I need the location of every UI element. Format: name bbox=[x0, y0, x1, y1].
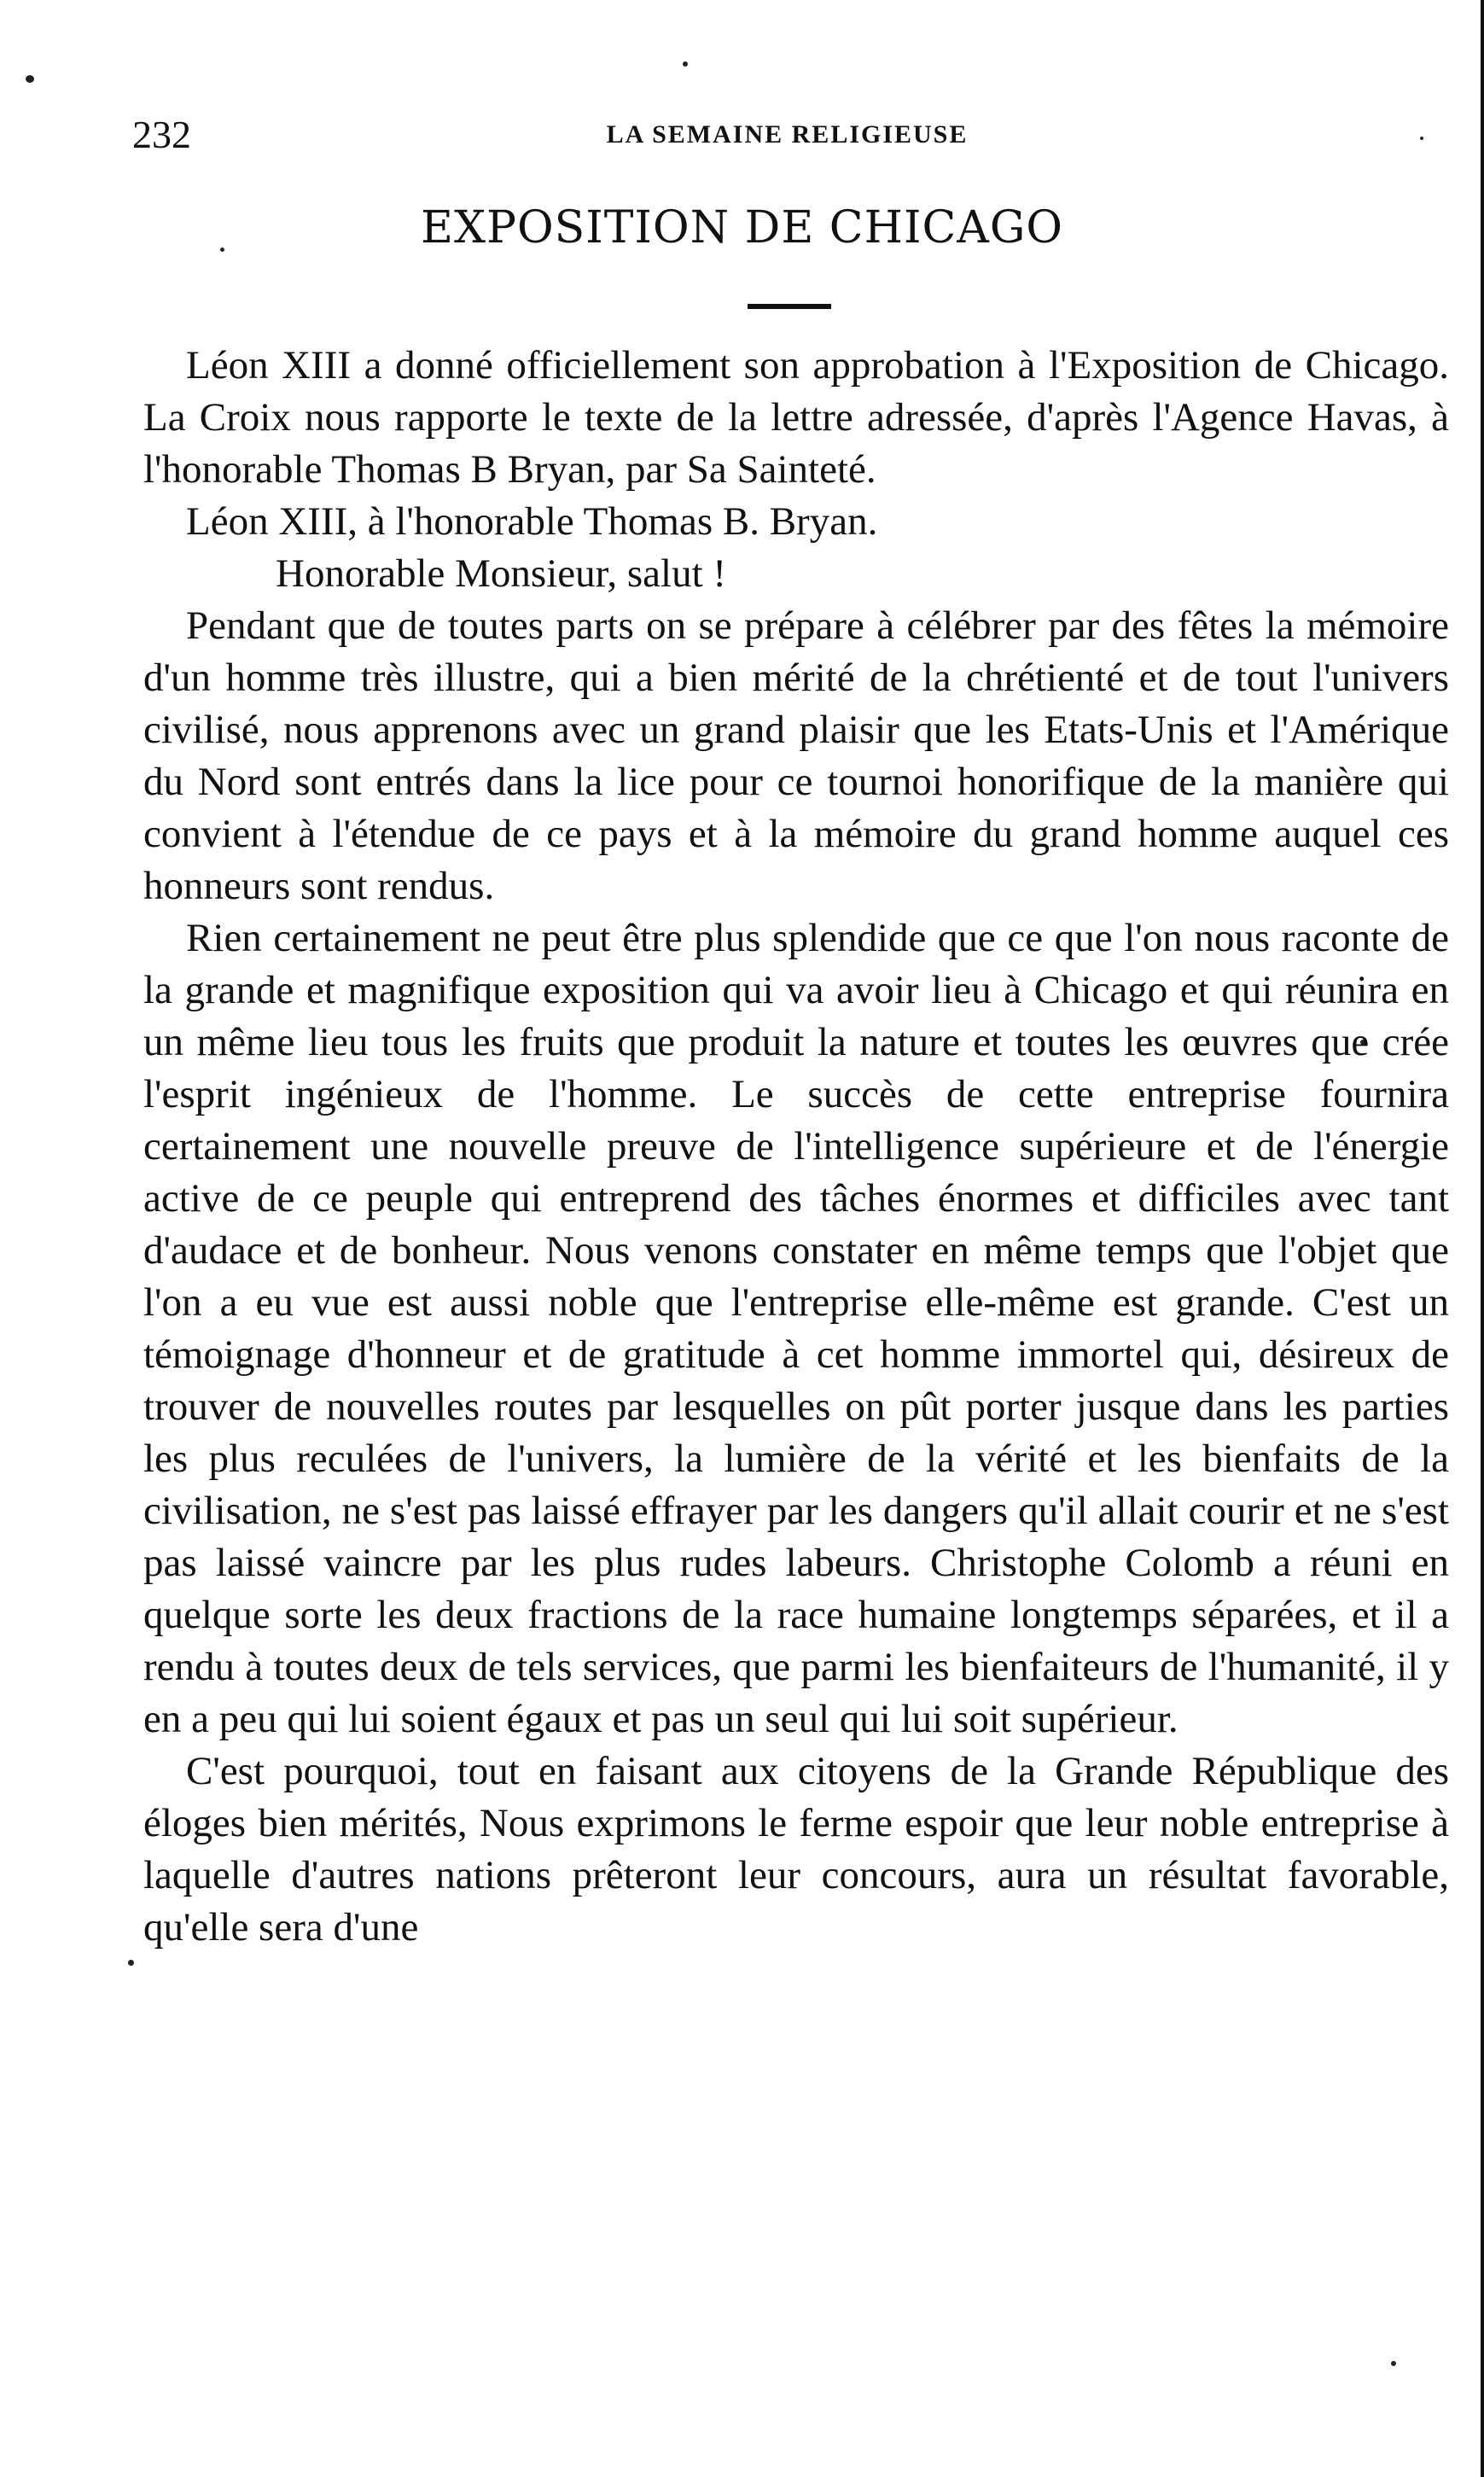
intro-paragraph: Léon XIII a donné officiellement son approbation à l'Exposition de Chicago. La Croix nous rapporte le texte de la lettre adressée, d'après l'Agence Havas, à l'honorable Thomas B Bryan, par Sa Sainteté. bbox=[143, 343, 1449, 492]
running-title: LA SEMAINE RELIGIEUSE bbox=[606, 120, 969, 149]
scan-speck bbox=[683, 61, 688, 67]
scan-speck bbox=[128, 1960, 134, 1966]
page-number: 232 bbox=[132, 113, 191, 156]
running-header bbox=[132, 109, 1442, 169]
article-body bbox=[143, 340, 1449, 1954]
scan-speck bbox=[1391, 2361, 1396, 2366]
letter-paragraph: Rien certainement ne peut être plus splendide que ce que l'on nous raconte de la grande et magnifique exposition qui va avoir lieu à Chicago et qui réunira en un même lieu tous les fruits que produit la nature et toutes les œuvres que crée l'esprit ingénieux de l'homme. Le succès de cette entreprise fournira certainement une nouvelle preuve de l'intelligence supérieure et de l'énergie active de ce peuple qui entreprend des tâches énormes et difficiles avec tant d'audace et de bonheur. Nous venons constater en même temps que l'objet que l'on a eu vue est aussi noble que l'entreprise elle-même est grande. C'est un témoignage d'honneur et de gratitude à cet homme immortel qui, désireux de trouver de nouvelles routes par lesquelles on pût porter jusque dans les parties les plus reculées de l'univers, la lumière de la vérité et les bienfaits de la civilisation, ne s'est pas laissé effrayer par les dangers qu'il allait courir et ne s'est pas laissé vaincre par les plus rudes labeurs. Christophe Colomb a réuni en quelque sorte les deux fractions de la race humaine longtemps séparées, et il a rendu à toutes deux de tels services, que parmi les bienfaiteurs de l'humanité, il y en a peu qui lui soient égaux et pas un seul qui lui soit supérieur. bbox=[143, 916, 1449, 1741]
page-edge-shadow bbox=[1481, 0, 1484, 2477]
title-rule bbox=[748, 304, 831, 309]
article-title: EXPOSITION DE CHICAGO bbox=[420, 202, 1063, 254]
letter-heading: Léon XIII, à l'honorable Thomas B. Bryan. bbox=[186, 499, 878, 544]
letter-paragraph: Pendant que de toutes parts on se prépare à célébrer par des fêtes la mémoire d'un homme très illustre, qui a bien mérité de la chrétienté et de tout l'univers civilisé, nous apprenons avec un grand plaisir que les Etats-Unis et l'Amérique du Nord sont entrés dans la lice pour ce tournoi honorifique de la manière qui convient à l'étendue de ce pays et à la mémoire du grand homme auquel ces honneurs sont rendus. bbox=[143, 603, 1449, 908]
scan-speck bbox=[26, 75, 34, 83]
letter-salutation: Honorable Monsieur, salut ! bbox=[276, 551, 727, 596]
letter-paragraph: C'est pourquoi, tout en faisant aux citoyens de la Grande République des éloges bien mérités, Nous exprimons le ferme espoir que leur noble entreprise à laquelle d'autres nations prêteront leur concours, aura un résultat favorable, qu'elle sera d'une bbox=[143, 1749, 1449, 1950]
